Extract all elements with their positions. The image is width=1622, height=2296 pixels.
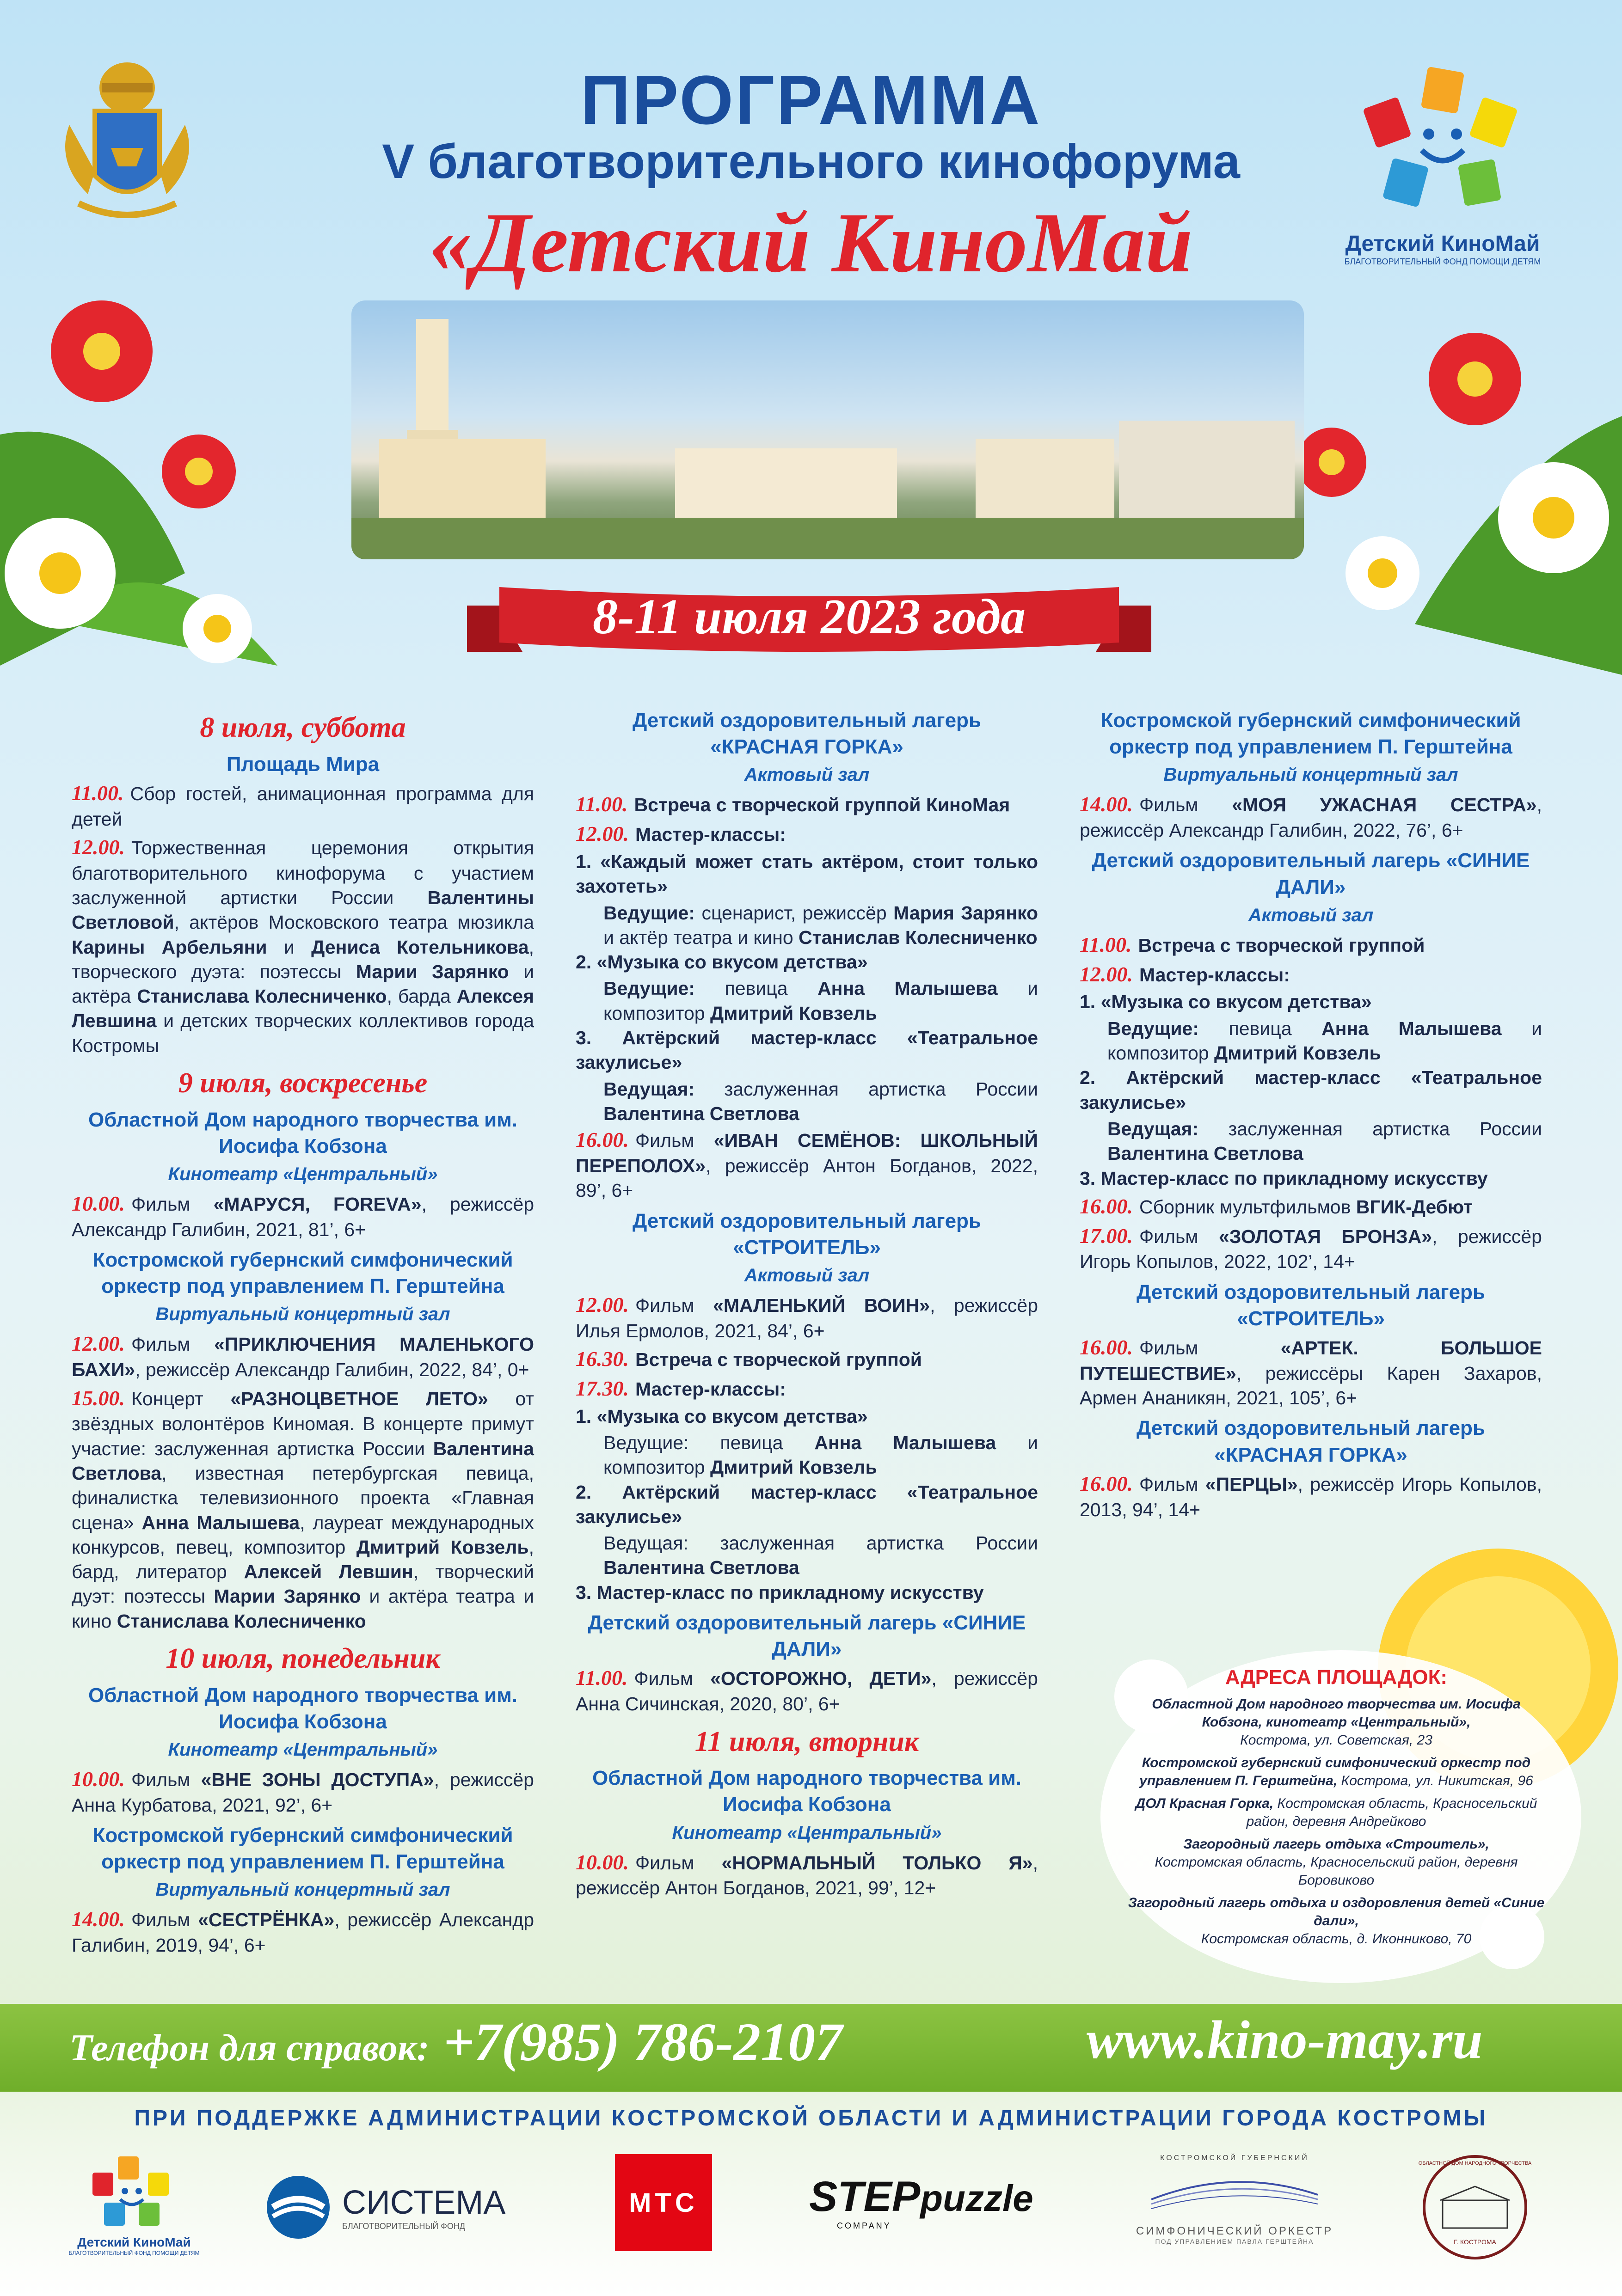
day-title-9-july: 9 июля, воскресенье [178, 1067, 428, 1099]
day-title-8-july: 8 июля, суббота [200, 712, 406, 743]
address-location: Кострома, ул. Никитская, 96 [1341, 1773, 1533, 1789]
address-location: Костромская область, Красносельский район, деревня Боровиково [1155, 1855, 1518, 1888]
film-title: ВГИК-Дебют [1356, 1196, 1473, 1218]
event-text: , режиссёр Александр Галибин, 2019, 94’, 6+ [72, 1909, 534, 1956]
film-title: «ПРИКЛЮЧЕНИЯ МАЛЕНЬКОГО БАХИ» [72, 1334, 534, 1381]
event-person: Мария Зарянко [893, 902, 1038, 924]
address-venue: Загородный лагерь отдыха и оздоровления детей «Синие дали», [1128, 1895, 1545, 1929]
event-text: Фильм [131, 1769, 201, 1791]
orchestra-bottom: ПОД УПРАВЛЕНИЕМ ПАВЛА ГЕРШТЕЙНА [1155, 2238, 1314, 2245]
schedule-event [576, 820, 1038, 848]
event-person: Валентина Светлова [72, 1438, 534, 1484]
film-title: «МАЛЕНЬКИЙ ВОИН» [713, 1295, 930, 1316]
event-text: певица [720, 1432, 815, 1453]
event-text: , режиссёры Карен Захаров, Армен Ананикян, 2021, 105’, 6+ [1080, 1362, 1542, 1409]
addresses-title: АДРЕСА ПЛОЩАДОК: [1225, 1666, 1448, 1689]
concert-title: «РАЗНОЦВЕТНОЕ ЛЕТО» [230, 1388, 488, 1409]
event-time: 11.00. [576, 792, 628, 816]
event-text: заслуженная артистка России [720, 1532, 1038, 1554]
venue-title: Областной Дом народного творчества им. Иосифа Кобзона [88, 1684, 517, 1733]
event-person: Валентина Светлова [1107, 1143, 1303, 1164]
venue-title: Областной Дом народного творчества им. Иосифа Кобзона [88, 1108, 517, 1157]
puzzle-word: puzzle [920, 2178, 1033, 2219]
day-title-11-july: 11 июля, вторник [694, 1726, 919, 1757]
event-person: Анна Малышева [141, 1512, 300, 1533]
forum-name-line1: «Детский КиноМай [429, 196, 1193, 290]
event-person: Дмитрий Ковзель [1214, 1042, 1381, 1064]
venue-hall: Кинотеатр «Центральный» [672, 1822, 942, 1843]
event-text: , режиссёр Антон Богданов, 2021, 99’, 12+ [576, 1852, 1038, 1899]
masterclass-title: 2. «Музыка со вкусом детства» [576, 951, 868, 973]
right-flowers-decoration [1276, 324, 1622, 675]
website-link[interactable]: www.kino-may.ru [1087, 2009, 1483, 2070]
hosts-label: Ведущая: [1107, 1118, 1229, 1139]
left-flowers-decoration [0, 296, 351, 712]
schedule-event [1080, 961, 1542, 988]
event-text: и актёр театра и кино [603, 926, 799, 948]
event-time: 11.00. [576, 1666, 628, 1690]
event-text: , режиссёр Антон Богданов, 2022, 89’, 6+ [576, 1155, 1038, 1201]
program-subtitle: V благотворительного кинофорума [382, 135, 1240, 189]
masterclass-hosts [576, 901, 1038, 950]
orchestra-top: КОСТРОМСКОЙ ГУБЕРНСКИЙ [1160, 2154, 1309, 2162]
event-text: Фильм [634, 1668, 711, 1690]
support-line: ПРИ ПОДДЕРЖКЕ АДМИНИСТРАЦИИ КОСТРОМСКОЙ ОБЛАСТИ И АДМИНИСТРАЦИИ ГОРОДА КОСТРОМЫ [134, 2106, 1488, 2131]
event-text: Торжественная церемония открытия благотворительного кинофорума с участием заслуженной артистки России [72, 837, 534, 908]
address-venue: Костромской губернский симфонический оркестр под управлением П. Герштейна, [1139, 1755, 1531, 1789]
sponsor-kinomay [65, 2154, 203, 2260]
film-title: «АРТЕК. БОЛЬШОЕ ПУТЕШЕСТВИЕ» [1080, 1337, 1542, 1384]
hosts-label: Ведущие: [603, 902, 702, 924]
event-text: Встреча с творческой группой [635, 1349, 922, 1371]
event-text: и композитор [1107, 1017, 1542, 1064]
event-text: Фильм [1139, 1225, 1219, 1247]
event-text: , режиссёр Анна Курбатова, 2021, 92’, 6+ [72, 1769, 534, 1816]
event-person: Станислава Колесниченко [137, 986, 387, 1007]
event-text: Сбор гостей, анимационная программа для детей [72, 783, 534, 830]
address-item [1124, 1835, 1549, 1889]
event-person: Дениса Котельникова [311, 936, 529, 958]
event-person: Дмитрий Ковзель [710, 1002, 877, 1024]
schedule-event [72, 1905, 534, 1958]
event-text: Фильм [1139, 1473, 1205, 1495]
event-person: Марии Зарянко [356, 961, 509, 982]
event-text: , известная петербургская певица, финалистка телевизионного проекта «Главная сцена» [72, 1462, 534, 1533]
event-text: , режиссёр Илья Ермолов, 2021, 84’, 6+ [576, 1295, 1038, 1341]
event-text: Фильм [635, 1130, 714, 1151]
hosts-label: Ведущая: [603, 1078, 725, 1100]
masterclass-title: 2. Актёрский мастер-класс «Театральное закулисье» [576, 1481, 1038, 1527]
sponsor-sistema [264, 2154, 522, 2260]
address-location: Костромская область, Красносельский район, деревня Андрейково [1246, 1796, 1537, 1830]
event-person: Алексея Левшина [72, 986, 535, 1032]
schedule-event [576, 1664, 1038, 1716]
phone-number[interactable]: +7(985) 786-2107 [443, 2012, 843, 2072]
event-text: Мастер-классы: [1139, 964, 1290, 986]
event-text: и [267, 936, 312, 958]
folk-house-top: ОБЛАСТНОЙ ДОМ НАРОДНОГО ТВОРЧЕСТВА [1418, 2161, 1532, 2166]
masterclass-title: 1. «Каждый может стать актёром, стоит только захотеть» [576, 851, 1038, 897]
film-title: «СЕСТРЁНКА» [198, 1909, 335, 1931]
address-venue: Загородный лагерь отдыха «Строитель», [1183, 1837, 1489, 1852]
masterclass-title: 1. «Музыка со вкусом детства» [1080, 991, 1372, 1013]
venue-title: Костромской губернский симфонический оркестр под управлением П. Герштейна [92, 1824, 513, 1874]
schedule-event [576, 1126, 1038, 1203]
venue-addresses [1124, 1664, 1549, 1953]
masterclass-title: 1. «Музыка со вкусом детства» [576, 1405, 868, 1427]
event-time: 15.00. [72, 1386, 125, 1410]
event-text: , творческий дуэт: поэтессы [72, 1561, 535, 1607]
event-text: заслуженная артистка России [1228, 1118, 1542, 1139]
event-time: 12.00. [576, 822, 629, 846]
event-time: 12.00. [72, 1332, 125, 1356]
event-text: Фильм [131, 1194, 214, 1215]
event-person: Станислава Колесниченко [117, 1610, 366, 1632]
event-text: , режиссёр Анна Сичинская, 2020, 80’, 6+ [576, 1668, 1038, 1715]
event-time: 16.00. [1080, 1194, 1133, 1218]
venue-title: Детский оздоровительный лагерь «СТРОИТЕЛЬ» [633, 1209, 981, 1259]
program-title: ПРОГРАММА [580, 61, 1042, 139]
mts-logo: МТС [615, 2154, 712, 2251]
event-time: 10.00. [72, 1767, 125, 1791]
venue-hall: Актовый зал [744, 765, 870, 785]
event-time: 12.00. [576, 1293, 629, 1316]
kinomay-logo-subtitle: БЛАГОТВОРИТЕЛЬНЫЙ ФОНД ПОМОЩИ ДЕТЯМ [1344, 257, 1541, 266]
schedule-event [576, 790, 1038, 818]
schedule-event [72, 1190, 534, 1242]
event-text: Мастер-классы: [635, 1378, 786, 1400]
film-title: «ВНЕ ЗОНЫ ДОСТУПА» [201, 1769, 434, 1791]
event-text: заслуженная артистка России [724, 1078, 1038, 1100]
sponsor-kinomay-subtitle: БЛАГОТВОРИТЕЛЬНЫЙ ФОНД ПОМОЩИ ДЕТЯМ [68, 2250, 200, 2256]
film-title: «ИВАН СЕМЁНОВ: ШКОЛЬНЫЙ ПЕРЕПОЛОХ» [576, 1130, 1038, 1177]
address-item [1124, 1894, 1549, 1948]
venue-hall: Актовый зал [1248, 905, 1374, 925]
event-person: Анна Малышева [1321, 1017, 1502, 1039]
schedule-event [72, 1330, 534, 1382]
event-time: 17.00. [1080, 1224, 1133, 1248]
event-time: 11.00. [72, 781, 124, 805]
phone-info [69, 2011, 842, 2074]
kostroma-square-photo [351, 300, 1304, 559]
schedule-event [576, 1375, 1038, 1402]
venue-hall: Актовый зал [744, 1265, 870, 1286]
event-time: 10.00. [576, 1850, 629, 1874]
film-title: «ЗОЛОТАЯ БРОНЗА» [1218, 1225, 1432, 1247]
schedule-column-2 [576, 703, 1038, 1903]
orchestra-wave-icon [1142, 2162, 1327, 2223]
event-text: Встреча с творческой группой КиноМая [634, 794, 1010, 816]
kinomay-logo-name: Детский КиноМай [1345, 232, 1540, 256]
masterclass-hosts [1080, 1016, 1542, 1066]
schedule-event [1080, 790, 1542, 843]
event-text: и детских творческих коллективов города Костромы [72, 1010, 534, 1056]
venue-title: Площадь Мира [226, 753, 380, 776]
event-text: Фильм [131, 1334, 215, 1355]
event-person: Карины Арбельяни [72, 936, 267, 958]
venue-hall: Кинотеатр «Центральный» [168, 1164, 438, 1185]
venue-hall: Виртуальный концертный зал [1163, 765, 1458, 785]
folk-house-bottom: Г. КОСТРОМА [1454, 2238, 1496, 2246]
masterclass-title: 3. Мастер-класс по прикладному искусству [576, 1581, 984, 1603]
schedule-event [1080, 1222, 1542, 1274]
hosts-label: Ведущая: [603, 1532, 720, 1554]
event-text: , творческого дуэта: поэтессы [72, 936, 535, 982]
event-person: Валентина Светлова [603, 1102, 799, 1124]
event-text: Концерт [131, 1388, 231, 1409]
masterclass-hosts [1080, 1117, 1542, 1166]
event-person: Марии Зарянко [214, 1586, 361, 1607]
step-word: STEP [809, 2173, 921, 2220]
event-person: Алексей Левшин [244, 1561, 413, 1583]
event-text: Фильм [635, 1852, 722, 1874]
venue-title: Областной Дом народного творчества им. Иосифа Кобзона [592, 1767, 1021, 1816]
event-text: , барда [387, 986, 457, 1007]
event-person: Валентины Светловой [72, 887, 534, 933]
masterclass-title: 3. Актёрский мастер-класс «Театральное закулисье» [576, 1027, 1038, 1073]
event-text: и композитор [603, 1432, 1038, 1478]
event-text: Сборник мультфильмов [1139, 1196, 1356, 1218]
venue-hall: Виртуальный концертный зал [155, 1880, 450, 1900]
orchestra-middle: СИМФОНИЧЕСКИЙ ОРКЕСТР [1136, 2225, 1333, 2237]
event-text: , бард, литератор [72, 1536, 534, 1583]
event-text: Встреча с творческой группой [1138, 934, 1425, 956]
venue-title: Детский оздоровительный лагерь «СИНИЕ ДАЛИ» [588, 1611, 1026, 1661]
masterclass-title: 3. Мастер-класс по прикладному искусству [1080, 1167, 1488, 1189]
schedule-event [72, 1384, 534, 1634]
event-text: сценарист, режиссёр [701, 902, 894, 924]
event-text: , режиссёр Игорь Копылов, 2013, 94’, 14+ [1080, 1473, 1542, 1520]
event-time: 12.00. [1080, 962, 1133, 986]
schedule-column-3 [1080, 703, 1542, 1524]
event-person: Анна Малышева [814, 1432, 996, 1453]
sponsor-steppuzzle [809, 2154, 1040, 2279]
schedule-event [576, 1291, 1038, 1343]
film-title: «ОСТОРОЖНО, ДЕТИ» [710, 1668, 932, 1690]
venue-title: Детский оздоровительный лагерь «СТРОИТЕЛЬ» [1137, 1280, 1485, 1330]
event-person: Станислав Колесниченко [799, 926, 1038, 948]
event-time: 14.00. [1080, 792, 1133, 816]
event-person: Анна Малышева [817, 978, 998, 999]
event-text: от звёздных волонтёров Киномая. В концерте примут участие: заслуженная артистка России [72, 1388, 534, 1459]
schedule-event [72, 833, 534, 1058]
event-text: , режиссёр Александр Галибин, 2021, 81’, 6+ [72, 1194, 535, 1240]
day-title-10-july: 10 июля, понедельник [166, 1643, 440, 1675]
venue-title: Костромской губернский симфонический оркестр под управлением П. Герштейна [1100, 709, 1521, 759]
event-text: Фильм [1139, 794, 1232, 816]
masterclass-title: 2. Актёрский мастер-класс «Театральное закулисье» [1080, 1067, 1542, 1113]
hosts-label: Ведущие: [603, 978, 725, 999]
schedule-event [576, 1345, 1038, 1373]
address-venue: Областной Дом народного творчества им. Иосифа Кобзона, кинотеатр «Центральный», [1152, 1696, 1521, 1730]
event-time: 12.00. [72, 835, 125, 859]
venue-title: Костромской губернский симфонический оркестр под управлением П. Герштейна [92, 1249, 513, 1298]
address-location: Кострома, ул. Советская, 23 [1240, 1733, 1432, 1748]
film-title: «ПЕРЦЫ» [1205, 1473, 1298, 1495]
masterclass-hosts [576, 1077, 1038, 1127]
event-time: 16.30. [576, 1347, 629, 1371]
venue-title: Детский оздоровительный лагерь «КРАСНАЯ ГОРКА» [1137, 1417, 1485, 1466]
event-time: 11.00. [1080, 932, 1132, 956]
event-text: и актёра [72, 961, 534, 1007]
event-text: , режиссёр Александр Галибин, 2022, 76’, 6+ [1080, 794, 1542, 841]
address-location: Костромская область, д. Иконниково, 70 [1201, 1931, 1472, 1947]
address-item [1124, 1754, 1549, 1790]
hosts-label: Ведущие: [1107, 1017, 1229, 1039]
sistema-subtitle: БЛАГОТВОРИТЕЛЬНЫЙ ФОНД [342, 2221, 466, 2231]
schedule-event [576, 1849, 1038, 1901]
forum-dates: 8-11 июля 2023 года [592, 589, 1026, 644]
event-text: , актёров Московского театра мюзикла [174, 912, 534, 933]
event-text: Фильм [131, 1909, 198, 1931]
film-title: «НОРМАЛЬНЫЙ ТОЛЬКО Я» [721, 1852, 1033, 1874]
sponsor-orchestra [1124, 2154, 1346, 2260]
event-time: 16.00. [576, 1128, 629, 1152]
masterclass-hosts [576, 1531, 1038, 1580]
event-person: Дмитрий Ковзель [710, 1457, 877, 1478]
sistema-logo-icon [264, 2173, 333, 2242]
film-title: «МАРУСЯ, FOREVA» [213, 1194, 422, 1215]
venue-title: Детский оздоровительный лагерь «СИНИЕ ДАЛИ» [1092, 849, 1530, 899]
hosts-label: Ведущие: [603, 1432, 720, 1453]
event-text: Мастер-классы: [635, 824, 786, 845]
address-item [1124, 1794, 1549, 1831]
event-text: певица [1229, 1017, 1322, 1039]
event-time: 10.00. [72, 1192, 125, 1216]
phone-label: Телефон для справок: [69, 2027, 430, 2069]
sistema-name: СИСТЕМА [342, 2184, 506, 2221]
schedule-event [72, 779, 534, 832]
masterclass-hosts [576, 1431, 1038, 1480]
event-person: Валентина Светлова [603, 1557, 799, 1579]
step-subtitle: COMPANY [837, 2221, 891, 2230]
sponsor-kinomay-name: Детский КиноМай [77, 2235, 191, 2249]
film-title: «МОЯ УЖАСНАЯ СЕСТРА» [1232, 794, 1537, 816]
event-text: , лауреат международных конкурсов, певец, композитор [72, 1512, 534, 1558]
event-text: и актёра театра и кино [72, 1586, 534, 1632]
schedule-event [72, 1765, 534, 1818]
schedule-event [1080, 931, 1542, 959]
event-text: , режиссёр Игорь Копылов, 2022, 102’, 14+ [1080, 1225, 1542, 1273]
event-text: , режиссёр Александр Галибин, 2022, 84’, 0+ [135, 1359, 529, 1381]
event-text: певица [725, 978, 818, 999]
address-venue: ДОЛ Красная Горка, [1135, 1796, 1274, 1812]
sponsor-folk-house [1415, 2154, 1544, 2260]
venue-hall: Виртуальный концертный зал [155, 1304, 450, 1325]
masterclass-hosts [576, 976, 1038, 1026]
venue-hall: Кинотеатр «Центральный» [168, 1739, 438, 1760]
schedule-event [1080, 1470, 1542, 1522]
address-item [1124, 1695, 1549, 1749]
event-time: 16.00. [1080, 1471, 1133, 1495]
event-time: 16.00. [1080, 1335, 1133, 1359]
event-person: Дмитрий Ковзель [356, 1536, 529, 1558]
event-text: Фильм [1139, 1337, 1281, 1359]
schedule-column-1 [72, 703, 534, 1960]
event-text: и композитор [603, 978, 1038, 1024]
sponsor-mts [615, 2154, 721, 2260]
event-text: Фильм [635, 1295, 713, 1316]
schedule-event [1080, 1334, 1542, 1410]
event-time: 17.30. [576, 1376, 629, 1400]
venue-title: Детский оздоровительный лагерь «КРАСНАЯ ГОРКА» [633, 709, 981, 759]
event-time: 14.00. [72, 1907, 125, 1931]
schedule-event [1080, 1193, 1542, 1220]
